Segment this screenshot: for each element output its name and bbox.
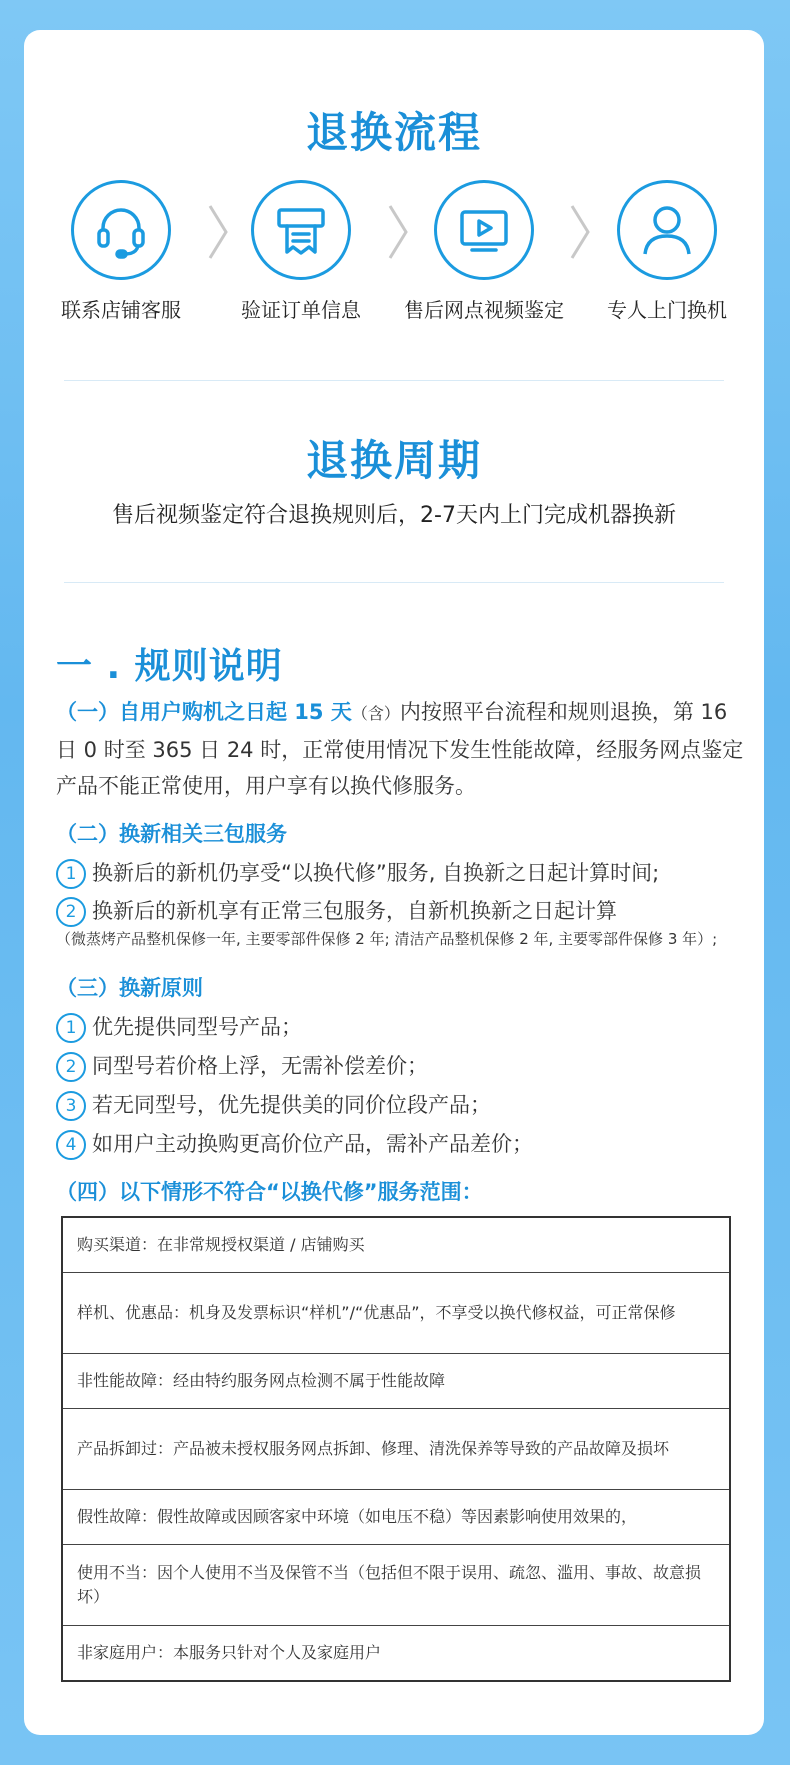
number-badge: 1 bbox=[56, 1013, 86, 1043]
table-row bbox=[62, 1626, 730, 1682]
step-label: 专人上门换机 bbox=[607, 298, 727, 322]
step-onsite-replacement bbox=[582, 180, 752, 323]
rule-1-text: 内按照平台流程和规则退换，第 16 日 0 时至 365 日 24 时，正常使用情况下发生性能故障，经服务网点鉴定产品不能正常使用，用户享有以换代修服务。 bbox=[56, 700, 744, 798]
cycle-title: 退换周期 bbox=[305, 436, 482, 485]
table-cell: 假性故障：假性故障或因顾客家中环境（如电压不稳）等因素影响使用效果的， bbox=[62, 1490, 730, 1545]
list-item bbox=[56, 1129, 756, 1160]
list-item-text: 若无同型号，优先提供美的同价位段产品； bbox=[92, 1093, 491, 1117]
headset-icon bbox=[71, 180, 171, 280]
step-verify-order bbox=[216, 180, 386, 323]
section-3-title: （三）换新原则 bbox=[56, 976, 203, 1000]
number-badge: 3 bbox=[56, 1091, 86, 1121]
section-divider bbox=[64, 380, 724, 381]
step-label: 联系店铺客服 bbox=[61, 298, 181, 322]
list-item-text: 同型号若价格上浮，无需补偿差价； bbox=[92, 1054, 428, 1078]
video-play-icon bbox=[434, 180, 534, 280]
table-cell: 产品拆卸过：产品被未授权服务网点拆卸、修理、清洗保养等导致的产品故障及损坏 bbox=[62, 1409, 730, 1490]
process-steps bbox=[24, 180, 764, 360]
list-item bbox=[56, 858, 756, 889]
number-badge: 4 bbox=[56, 1130, 86, 1160]
content-card bbox=[24, 30, 764, 1735]
list-item bbox=[56, 1090, 756, 1121]
rules-title: 一 . 规则说明 bbox=[56, 646, 283, 687]
step-contact-service bbox=[36, 180, 206, 323]
process-title: 退换流程 bbox=[305, 108, 482, 157]
list-item bbox=[56, 1051, 756, 1082]
table-row bbox=[62, 1354, 730, 1409]
number-badge: 2 bbox=[56, 1052, 86, 1082]
step-label: 验证订单信息 bbox=[241, 298, 361, 322]
table-cell: 非家庭用户：本服务只针对个人及家庭用户 bbox=[62, 1626, 730, 1682]
table-cell: 购买渠道：在非常规授权渠道 / 店铺购买 bbox=[62, 1217, 730, 1273]
number-badge: 2 bbox=[56, 897, 86, 927]
list-item-text: 如用户主动换购更高价位产品，需补产品差价； bbox=[92, 1132, 533, 1156]
table-cell: 使用不当：因个人使用不当及保管不当（包括但不限于误用、疏忽、滥用、事故、故意损坏） bbox=[62, 1545, 730, 1626]
table-row bbox=[62, 1273, 730, 1354]
cycle-description: 售后视频鉴定符合退换规则后，2-7天内上门完成机器换新 bbox=[112, 503, 676, 528]
table-cell: 样机、优惠品：机身及发票标识“样机”/“优惠品”，不享受以换代修权益，可正常保修 bbox=[62, 1273, 730, 1354]
rule-paragraph-1 bbox=[56, 694, 746, 804]
list-item-text: 换新后的新机享有正常三包服务，自新机换新之日起计算 bbox=[92, 899, 617, 923]
table-cell: 非性能故障：经由特约服务网点检测不属于性能故障 bbox=[62, 1354, 730, 1409]
exclusions-table bbox=[61, 1216, 731, 1682]
table-row bbox=[62, 1545, 730, 1626]
section-2-title: （二）换新相关三包服务 bbox=[56, 822, 287, 846]
step-label: 售后网点视频鉴定 bbox=[404, 298, 564, 322]
rule-1-lead: （一）自用户购机之日起 15 天 bbox=[56, 700, 352, 724]
table-row bbox=[62, 1409, 730, 1490]
list-item-text: 换新后的新机仍享受“以换代修”服务, 自换新之日起计算时间; bbox=[92, 861, 660, 885]
list-item bbox=[56, 1012, 756, 1043]
number-badge: 1 bbox=[56, 859, 86, 889]
step-video-inspection bbox=[399, 180, 569, 323]
section-divider bbox=[64, 582, 724, 583]
section-4-title: （四）以下情形不符合“以换代修”服务范围： bbox=[56, 1180, 483, 1204]
list-item bbox=[56, 896, 756, 927]
table-row bbox=[62, 1490, 730, 1545]
rule-1-note: （含） bbox=[351, 704, 400, 723]
receipt-printer-icon bbox=[251, 180, 351, 280]
table-row bbox=[62, 1217, 730, 1273]
list-item-note: （微蒸烤产品整机保修一年, 主要零部件保修 2 年; 清洁产品整机保修 2 年, 主要零部件保修 3 年）; bbox=[56, 930, 718, 948]
person-icon bbox=[617, 180, 717, 280]
list-item-text: 优先提供同型号产品； bbox=[92, 1015, 302, 1039]
